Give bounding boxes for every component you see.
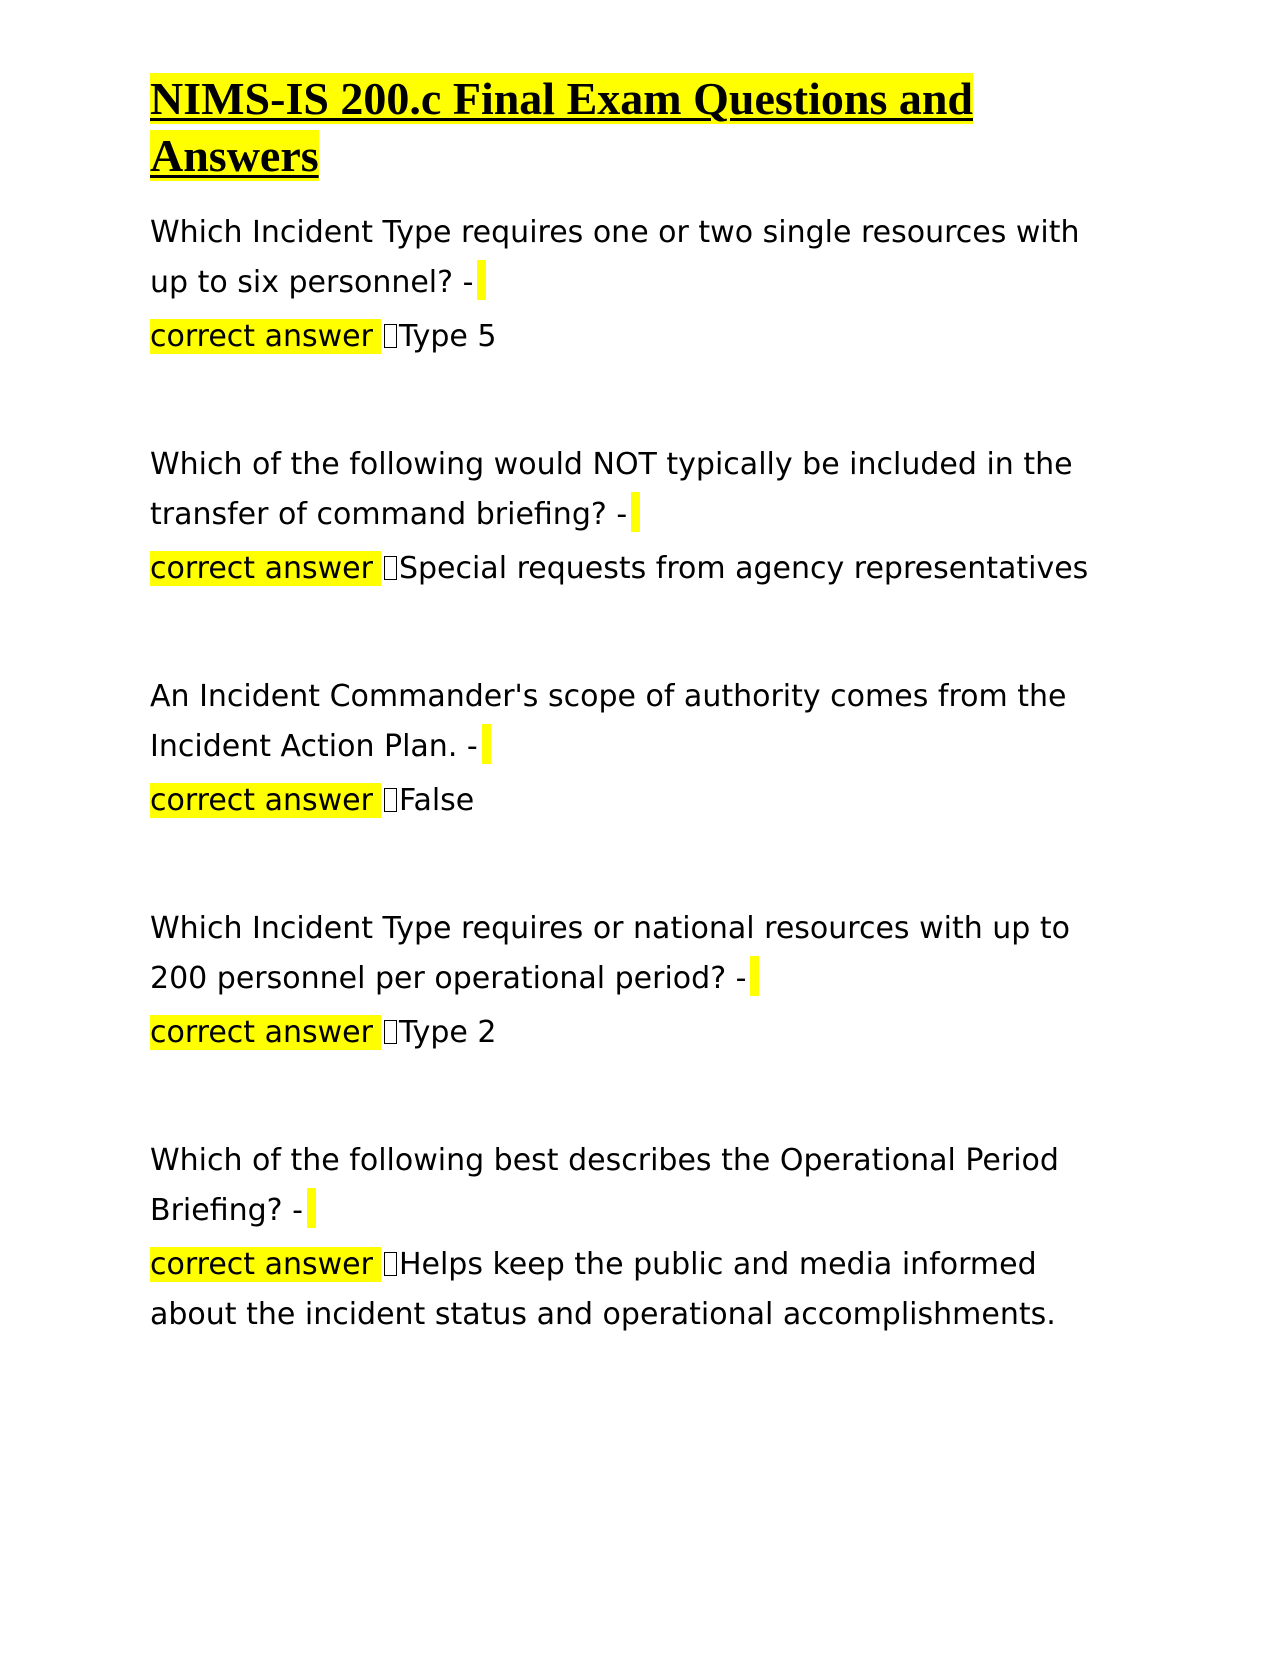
answer-text: Type 5 — [398, 319, 497, 354]
question-label: Which Incident Type requires one or two single resources with up to six personnel? - — [150, 215, 1080, 300]
answer-text: Special requests from agency representatives — [398, 551, 1089, 586]
answer-label: correct answer — [150, 1247, 381, 1282]
answer-line — [150, 1240, 1110, 1340]
question-text — [150, 208, 1110, 308]
missing-glyph-box-icon — [384, 1020, 397, 1044]
missing-glyph-box-icon — [384, 1252, 397, 1276]
answer-label: correct answer — [150, 319, 381, 354]
document-page — [150, 70, 1110, 1418]
qa-item — [150, 208, 1110, 362]
question-label: Which of the following would NOT typically be included in the transfer of command briefing? - — [150, 447, 1073, 532]
question-text — [150, 672, 1110, 772]
question-text — [150, 904, 1110, 1004]
highlight-marker — [631, 492, 640, 532]
qa-item — [150, 440, 1110, 594]
qa-item — [150, 672, 1110, 826]
answer-line — [150, 776, 1110, 826]
highlight-marker — [307, 1188, 316, 1228]
question-label: Which of the following best describes the Operational Period Briefing? - — [150, 1143, 1059, 1228]
document-title — [150, 70, 1110, 184]
qa-item — [150, 1136, 1110, 1340]
question-label: An Incident Commander's scope of authority comes from the Incident Action Plan. - — [150, 679, 1067, 764]
missing-glyph-box-icon — [384, 788, 397, 812]
missing-glyph-box-icon — [384, 556, 397, 580]
document-title-text: NIMS-IS 200.c Final Exam Questions and Answers — [150, 73, 974, 181]
missing-glyph-box-icon — [384, 324, 397, 348]
question-label: Which Incident Type requires or national resources with up to 200 personnel per operational period? - — [150, 911, 1070, 996]
qa-item — [150, 904, 1110, 1058]
answer-label: correct answer — [150, 783, 381, 818]
question-text — [150, 1136, 1110, 1236]
answer-line — [150, 544, 1110, 594]
answer-text: Helps keep the public and media informed about the incident status and operational accomplishments. — [150, 1247, 1056, 1332]
highlight-marker — [482, 724, 491, 764]
answer-line — [150, 312, 1110, 362]
answer-label: correct answer — [150, 551, 381, 586]
highlight-marker — [750, 956, 759, 996]
question-text — [150, 440, 1110, 540]
answer-line — [150, 1008, 1110, 1058]
answer-text: False — [398, 783, 475, 818]
answer-label: correct answer — [150, 1015, 381, 1050]
answer-text: Type 2 — [398, 1015, 497, 1050]
highlight-marker — [477, 260, 486, 300]
